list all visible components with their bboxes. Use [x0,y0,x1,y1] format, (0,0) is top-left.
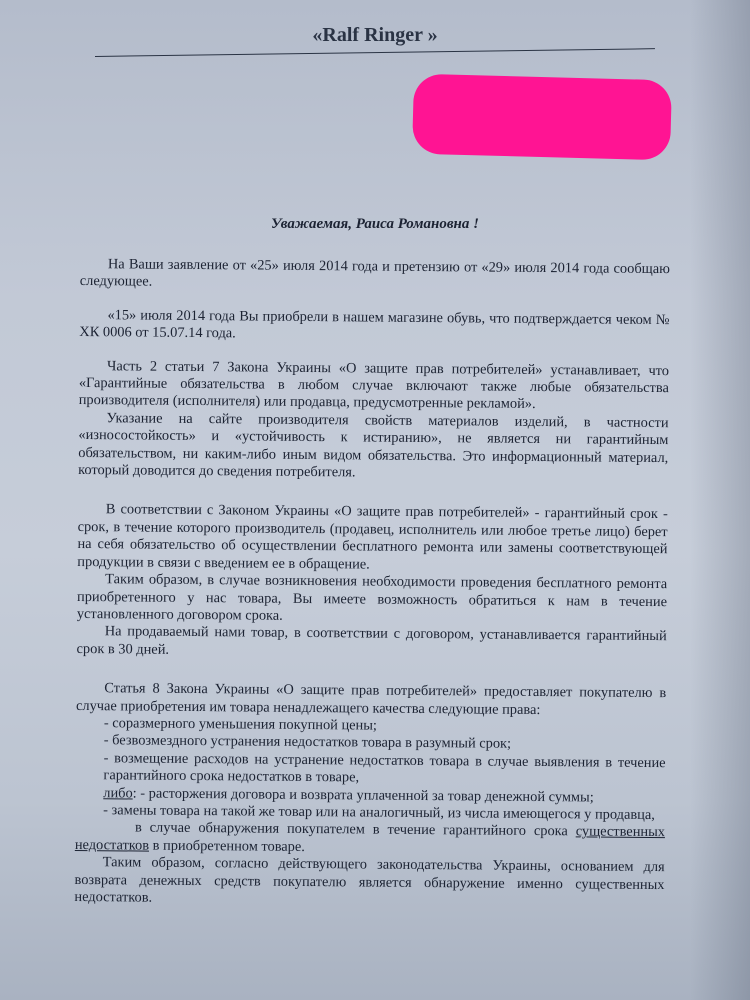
paragraph-6: Таким образом, в случае возникновения необходимости проведения бесплатного ремонта приобретенного у нас товара, Вы имеете возможность обратиться к нам в течение установленного договором срока. [76,571,668,624]
right-item-1: - соразмерного уменьшения покупной цены; [103,715,378,734]
paragraph-4: Указание на сайте производителя свойств материалов изделий, в частности «износостойкость» и «устойчивость к истиранию», не является ни гарантийным обязательством, ни каким-либо иным видом обязательства. Это информационный материал, который доводится до сведения потребителя. [78,410,669,481]
either-word: либо [103,784,133,802]
paragraph-9-end: в приобретенном товаре. [148,837,305,855]
paragraph-1: На Ваши заявление от «25» июля 2014 года и претензию от «29» июля 2014 года сообщаю следующее. [79,256,670,291]
paragraph-8: Статья 8 Закона Украины «О защите прав потребителей» предоставляет покупателю в случае приобретения им товара ненадлежащего качества следующие права: [76,680,667,718]
header-rule [95,48,655,57]
paragraph-2: «15» июля 2014 года Вы приобрели в нашем магазине обувь, что подтверждается чеком № ХК 0006 от 15.07.14 года. [79,307,670,342]
paragraph-9 [75,819,665,859]
letter-body [74,256,670,912]
right-item-2: - безвозмездного устранения недостатков товара в разумный срок; [103,732,512,753]
paragraph-7: На продаваемый нами товар, в соответствии с договором, устанавливается гарантийный срок в 30 дней. [76,623,667,658]
right-item-5: - замены товара на такой же товар или на аналогичный, из числа имеющегося у продавца, [103,802,655,824]
shadow [690,0,750,1000]
paragraph-10: Таким образом, согласно действующего законодательства Украины, основанием для возврата денежных средств покупателю является обнаружение именно существенных недостатков. [74,854,665,906]
redaction-block [412,74,672,161]
essential-defects: существенных недостатков [74,823,666,854]
company-header: «Ralf Ringer » [312,24,438,46]
paragraph-3: Часть 2 статьи 7 Закона Украины «О защите прав потребителей» устанавливает, что «Гарантийные обязательства в любом случае включают также любые обязательства производителя (исполнителя) или продавца, предусмотренные рекламой». [78,357,670,413]
right-item-3: - возмещение расходов на устранение недостатков товара в случае выявления в течение гарантийного срока недостатков в товаре, [103,749,666,786]
paragraph-9-start: в случае обнаружения покупателем в течение гарантийного срока [134,819,576,840]
salutation: Уважаемая, Раиса Романовна ! [271,216,479,232]
paragraph-5: В соответствии с Законом Украины «О защите прав потребителей» - гарантийный срок - срок, в течение которого производитель (продавец, исполнитель или любое третье лицо) берет на себя обязательство об осуществлении бесплатного ремонта или замены соответствующей продукции в связи с введением ее в обращение. [77,501,668,573]
right-item-4-text: : - расторжения договора и возврата уплаченной за товар денежной суммы; [132,785,594,806]
